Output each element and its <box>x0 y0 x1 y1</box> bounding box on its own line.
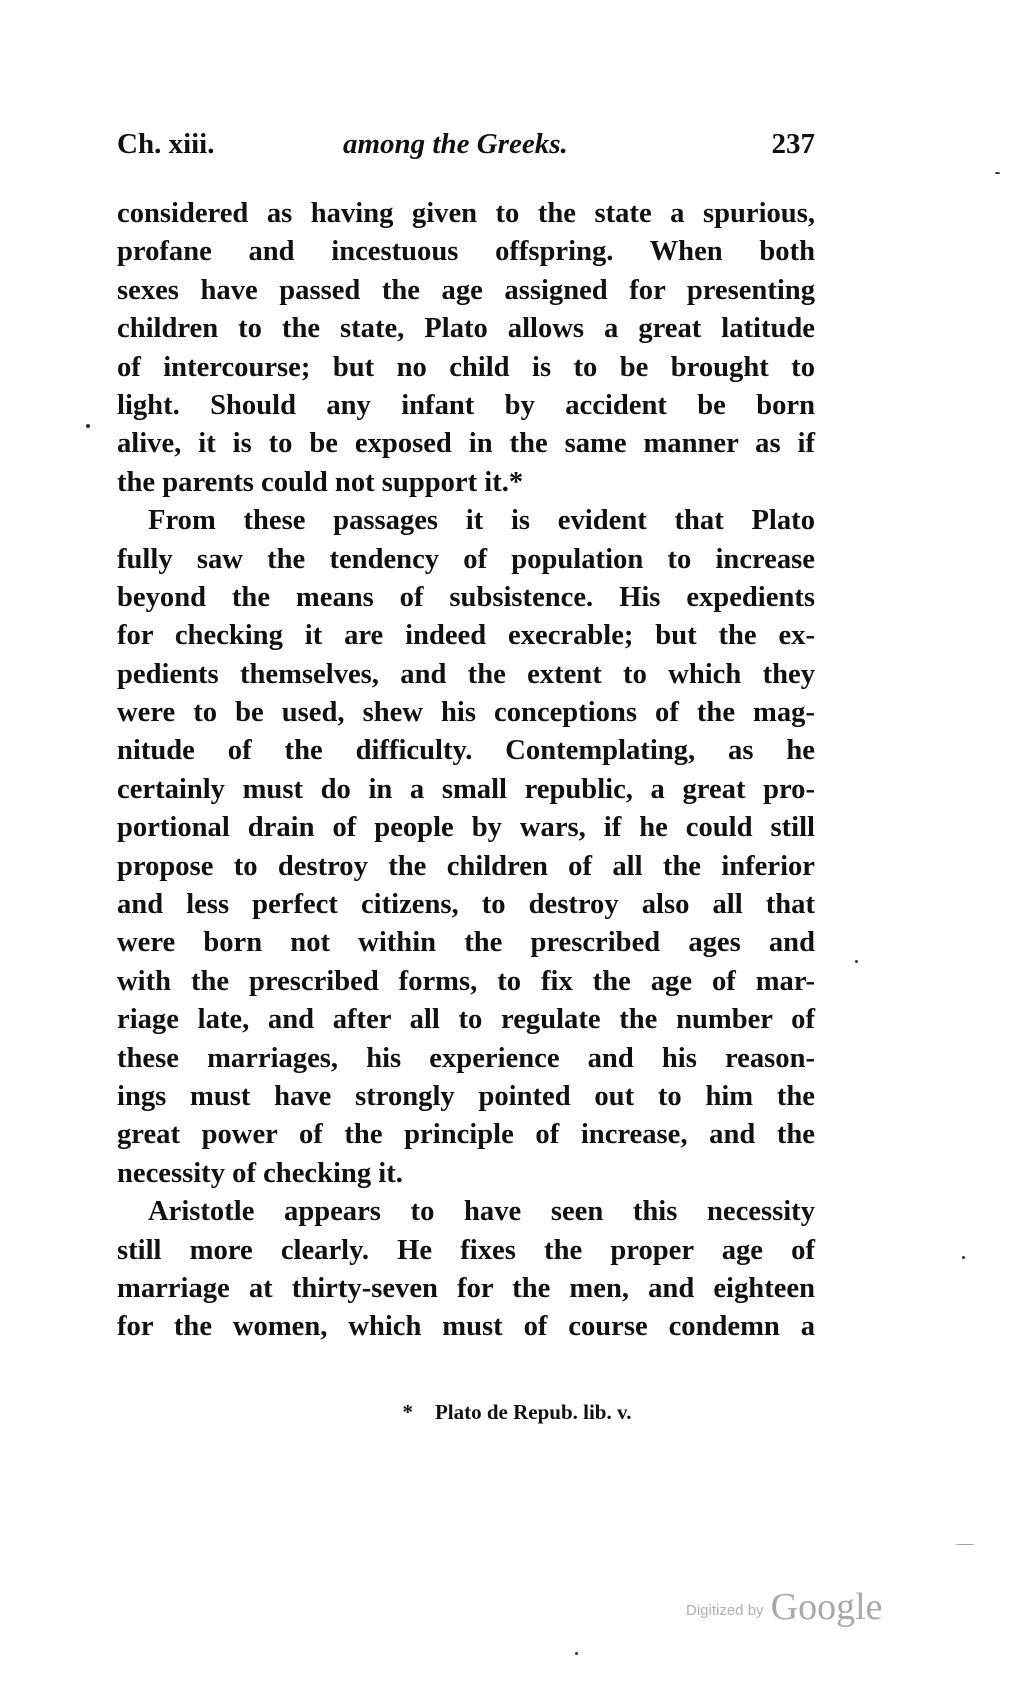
watermark-prefix: Digitized by <box>686 1602 764 1619</box>
scan-speck <box>86 424 90 428</box>
text-line: still more clearly. He fixes the proper age of <box>117 1234 815 1266</box>
google-logo: Google <box>770 1586 883 1628</box>
text-line: From these passages it is evident that Plato <box>148 505 815 537</box>
text-line: the parents could not support it.* <box>117 466 524 498</box>
scan-speck <box>995 172 1000 174</box>
text-line: for the women, which must of course condemn a <box>117 1311 815 1343</box>
text-line: fully saw the tendency of population to increase <box>117 543 815 575</box>
scan-speck <box>955 1544 975 1545</box>
running-title: among the Greeks. <box>343 128 568 160</box>
text-line: propose to destroy the children of all the inferior <box>117 850 815 882</box>
text-line: children to the state, Plato allows a great latitude <box>117 313 815 345</box>
text-line: sexes have passed the age assigned for presenting <box>117 274 815 306</box>
text-line: portional drain of people by wars, if he could still <box>117 812 815 844</box>
text-line: alive, it is to be exposed in the same manner as if <box>117 428 815 460</box>
footnote <box>0 1400 1034 1425</box>
scan-speck <box>855 960 858 963</box>
text-line: light. Should any infant by accident be born <box>117 389 815 421</box>
text-line: great power of the principle of increase, and the <box>117 1119 815 1151</box>
scan-speck <box>575 1652 578 1655</box>
scan-speck <box>962 1256 965 1259</box>
chapter-label: Ch. xiii. <box>117 128 215 160</box>
text-line: pedients themselves, and the extent to which they <box>117 658 815 690</box>
digitized-watermark <box>686 1585 883 1629</box>
running-header <box>117 128 815 168</box>
text-line: necessity of checking it. <box>117 1157 403 1189</box>
text-line: were born not within the prescribed ages and <box>117 927 815 959</box>
text-line: marriage at thirty-seven for the men, and eighteen <box>117 1272 815 1304</box>
text-line: beyond the means of subsistence. His expedients <box>117 581 815 613</box>
text-line: ings must have strongly pointed out to him the <box>117 1080 815 1112</box>
text-line: riage late, and after all to regulate the number of <box>117 1004 815 1036</box>
text-line: certainly must do in a small republic, a great pro- <box>117 773 815 805</box>
text-line: for checking it are indeed execrable; but the ex- <box>117 620 815 652</box>
page-number: 237 <box>771 128 815 160</box>
text-line: of intercourse; but no child is to be brought to <box>117 351 815 383</box>
footnote-marker: * <box>402 1400 413 1424</box>
text-line: profane and incestuous offspring. When both <box>117 236 815 268</box>
text-line: Aristotle appears to have seen this necessity <box>148 1196 815 1228</box>
text-line: these marriages, his experience and his reason- <box>117 1042 815 1074</box>
footnote-text: Plato de Repub. lib. v. <box>434 1400 632 1424</box>
text-line: considered as having given to the state a spurious, <box>117 198 815 229</box>
text-line: with the prescribed forms, to fix the age of mar- <box>117 965 815 997</box>
body-text <box>117 195 815 1347</box>
text-line: and less perfect citizens, to destroy also all that <box>117 889 815 921</box>
text-line: were to be used, shew his conceptions of the mag- <box>117 697 815 729</box>
text-line: nitude of the difficulty. Contemplating, as he <box>117 735 815 767</box>
